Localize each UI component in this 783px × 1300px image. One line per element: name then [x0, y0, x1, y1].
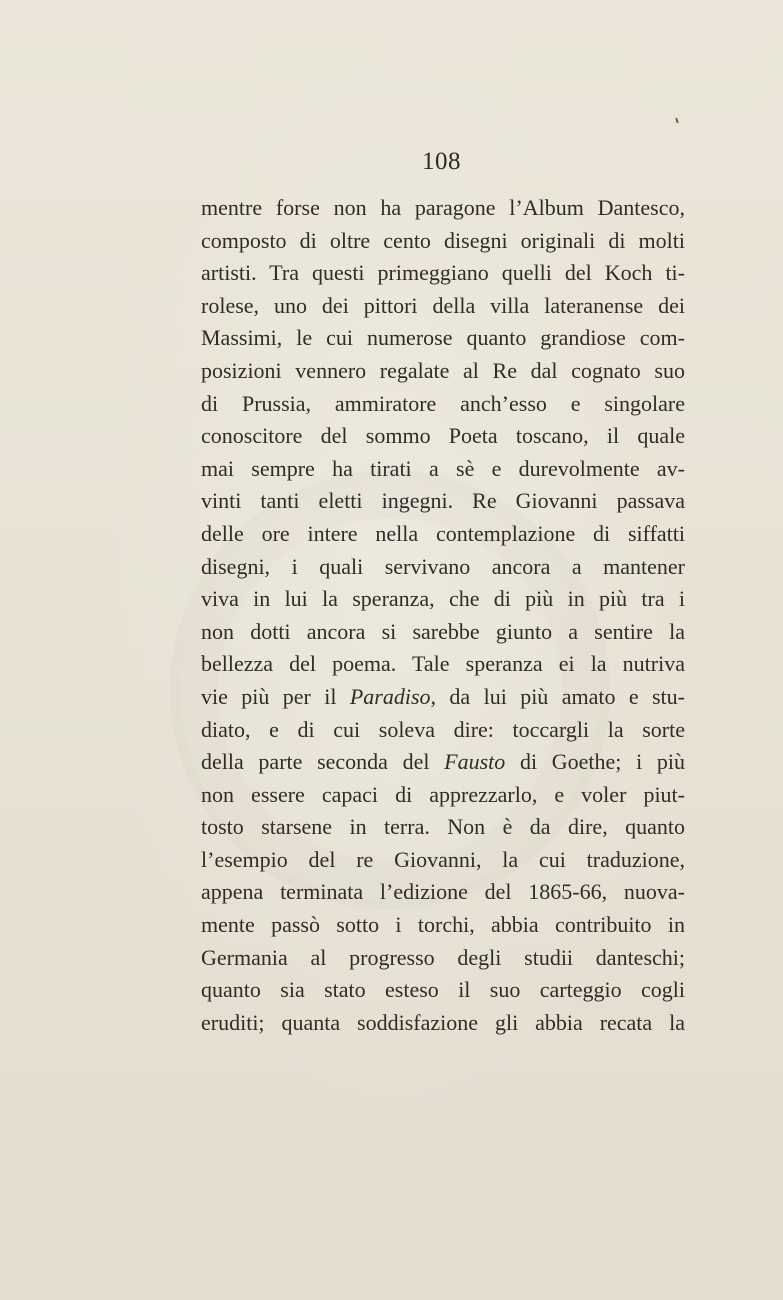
- ink-speck: [675, 118, 679, 123]
- text-line: non essere capaci di apprezzarlo, e voler piut-: [201, 781, 685, 807]
- text-line: vinti tanti eletti ingegni. Re Giovanni passava: [201, 488, 685, 514]
- text-line: non dotti ancora si sarebbe giunto a sentire la: [201, 618, 685, 644]
- text-line: tosto starsene in terra. Non è da dire, quanto: [201, 814, 685, 840]
- text-line: eruditi; quanta soddisfazione gli abbia recata la: [201, 1009, 685, 1035]
- text-line: conoscitore del sommo Poeta toscano, il quale: [201, 423, 685, 449]
- text-line: Massimi, le cui numerose quanto grandiose com-: [201, 325, 685, 351]
- text-line: di Prussia, ammiratore anch’esso e singolare: [201, 390, 685, 416]
- text-line: diato, e di cui soleva dire: toccargli la sorte: [201, 716, 685, 742]
- page-number: 108: [422, 148, 461, 175]
- text-line: mentre forse non ha paragone l’Album Dantesco,: [201, 195, 685, 220]
- text-line: appena terminata l’edizione del 1865-66, nuova-: [201, 879, 685, 905]
- text-line: delle ore intere nella contemplazione di siffatti: [201, 520, 685, 546]
- text-line: Germania al progresso degli studii danteschi;: [201, 944, 685, 970]
- italic-title-fausto: Fausto: [444, 749, 506, 775]
- text-line: vie più per il Paradiso, da lui più amato e stu-: [201, 683, 685, 709]
- text-line: viva in lui la speranza, che di più in più tra i: [201, 586, 685, 612]
- text-line: mente passò sotto i torchi, abbia contribuito in: [201, 912, 685, 938]
- text-line: artisti. Tra questi primeggiano quelli del Koch ti-: [201, 260, 685, 286]
- text-line: composto di oltre cento disegni originali di molti: [201, 227, 685, 253]
- text-line: disegni, i quali servivano ancora a mantener: [201, 553, 685, 579]
- text-line: l’esempio del re Giovanni, la cui traduzione,: [201, 846, 685, 872]
- text-line: mai sempre ha tirati a sè e durevolmente av-: [201, 455, 685, 481]
- text-line: della parte seconda del Fausto di Goethe; i più: [201, 749, 685, 775]
- text-line: posizioni vennero regalate al Re dal cognato suo: [201, 357, 685, 383]
- text-line: bellezza del poema. Tale speranza ei la nutriva: [201, 651, 685, 677]
- text-line: quanto sia stato esteso il suo carteggio cogli: [201, 977, 685, 1003]
- body-text: [201, 192, 685, 1039]
- italic-title-paradiso: Paradiso: [349, 683, 431, 709]
- text-line: rolese, uno dei pittori della villa lateranense dei: [201, 292, 685, 318]
